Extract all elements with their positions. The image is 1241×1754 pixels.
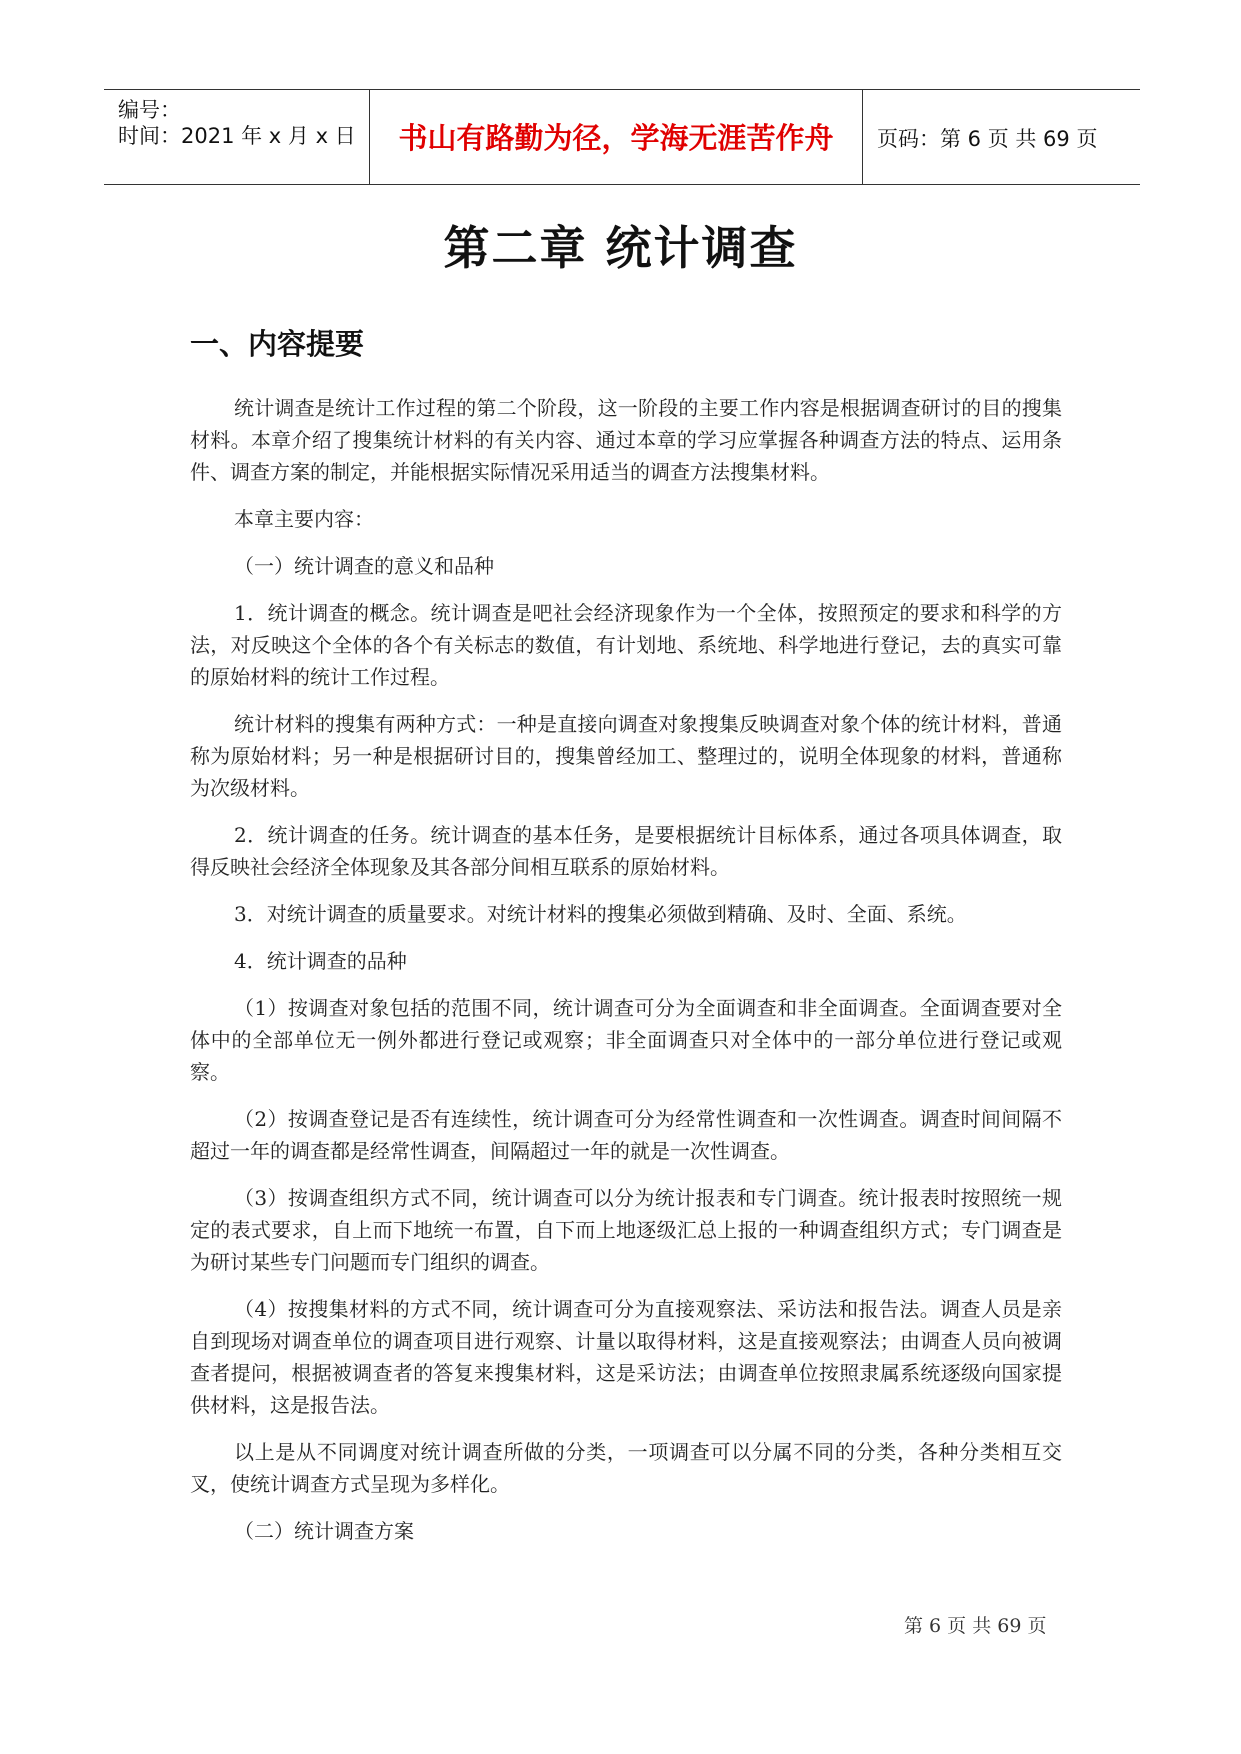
subheading: （二）统计调查方案 xyxy=(234,1519,414,1543)
document-header xyxy=(104,89,1140,185)
paragraph: 本章主要内容： xyxy=(234,507,374,531)
paragraph: 2．统计调查的任务。统计调查的基本任务，是要根据统计目标体系，通过各项具体调查，取得反映社会经济全体现象及其各部分间相互联系的原始材料。 xyxy=(190,823,1062,879)
subheading: （一）统计调查的意义和品种 xyxy=(234,554,494,578)
header-meta-cell xyxy=(104,90,370,184)
paragraph: （1）按调查对象包括的范围不同，统计调查可分为全面调查和非全面调查。全面调查要对全体中的全部单位无一例外都进行登记或观察；非全面调查只对全体中的一部分单位进行登记或观察。 xyxy=(190,996,1062,1084)
header-page-cell xyxy=(863,90,1140,184)
paragraph: 以上是从不同调度对统计调查所做的分类，一项调查可以分属不同的分类，各种分类相互交叉，使统计调查方式呈现为多样化。 xyxy=(190,1440,1062,1496)
paragraph: （2）按调查登记是否有连续性，统计调查可分为经常性调查和一次性调查。调查时间间隔不超过一年的调查都是经常性调查，间隔超过一年的就是一次性调查。 xyxy=(190,1107,1062,1163)
paragraph: 统计调查是统计工作过程的第二个阶段，这一阶段的主要工作内容是根据调查研讨的目的搜集材料。本章介绍了搜集统计材料的有关内容、通过本章的学习应掌握各种调查方法的特点、运用条件、调查方案的制定，并能根据实际情况采用适当的调查方法搜集材料。 xyxy=(190,396,1062,484)
section-title: 一、内容提要 xyxy=(190,327,365,361)
paragraph: 4．统计调查的品种 xyxy=(234,949,407,973)
motto-text: 书山有路勤为径，学海无涯苦作舟 xyxy=(398,121,834,155)
paragraph: （4）按搜集材料的方式不同，统计调查可分为直接观察法、采访法和报告法。调查人员是亲自到现场对调查单位的调查项目进行观察、计量以取得材料，这是直接观察法；由调查人员向被调查者提问，根据被调查者的答复来搜集材料，这是采访法；由调查单位按照隶属系统逐级向国家提供材料，这是报告法。 xyxy=(190,1297,1062,1417)
header-motto-cell xyxy=(370,90,863,184)
paragraph: 统计材料的搜集有两种方式：一种是直接向调查对象搜集反映调查对象个体的统计材料，普通称为原始材料；另一种是根据研讨目的，搜集曾经加工、整理过的，说明全体现象的材料，普通称为次级材料。 xyxy=(190,712,1062,800)
chapter-title: 第二章 统计调查 xyxy=(443,221,798,275)
page-info: 页码：第 6 页 共 69 页 xyxy=(877,127,1098,151)
number-label: 编号： xyxy=(118,98,181,122)
paragraph: 3．对统计调查的质量要求。对统计材料的搜集必须做到精确、及时、全面、系统。 xyxy=(234,902,967,926)
paragraph: （3）按调查组织方式不同，统计调查可以分为统计报表和专门调查。统计报表时按照统一规定的表式要求，自上而下地统一布置，自下而上地逐级汇总上报的一种调查组织方式；专门调查是为研讨某些专门问题而专门组织的调查。 xyxy=(190,1186,1062,1274)
body-content xyxy=(190,392,1062,1562)
paragraph: 1．统计调查的概念。统计调查是吧社会经济现象作为一个全体，按照预定的要求和科学的方法，对反映这个全体的各个有关标志的数值，有计划地、系统地、科学地进行登记，去的真实可靠的原始材料的统计工作过程。 xyxy=(190,601,1062,689)
page-footer: 第 6 页 共 69 页 xyxy=(904,1615,1047,1637)
time-label: 时间：2021 年 x 月 x 日 xyxy=(118,124,356,148)
